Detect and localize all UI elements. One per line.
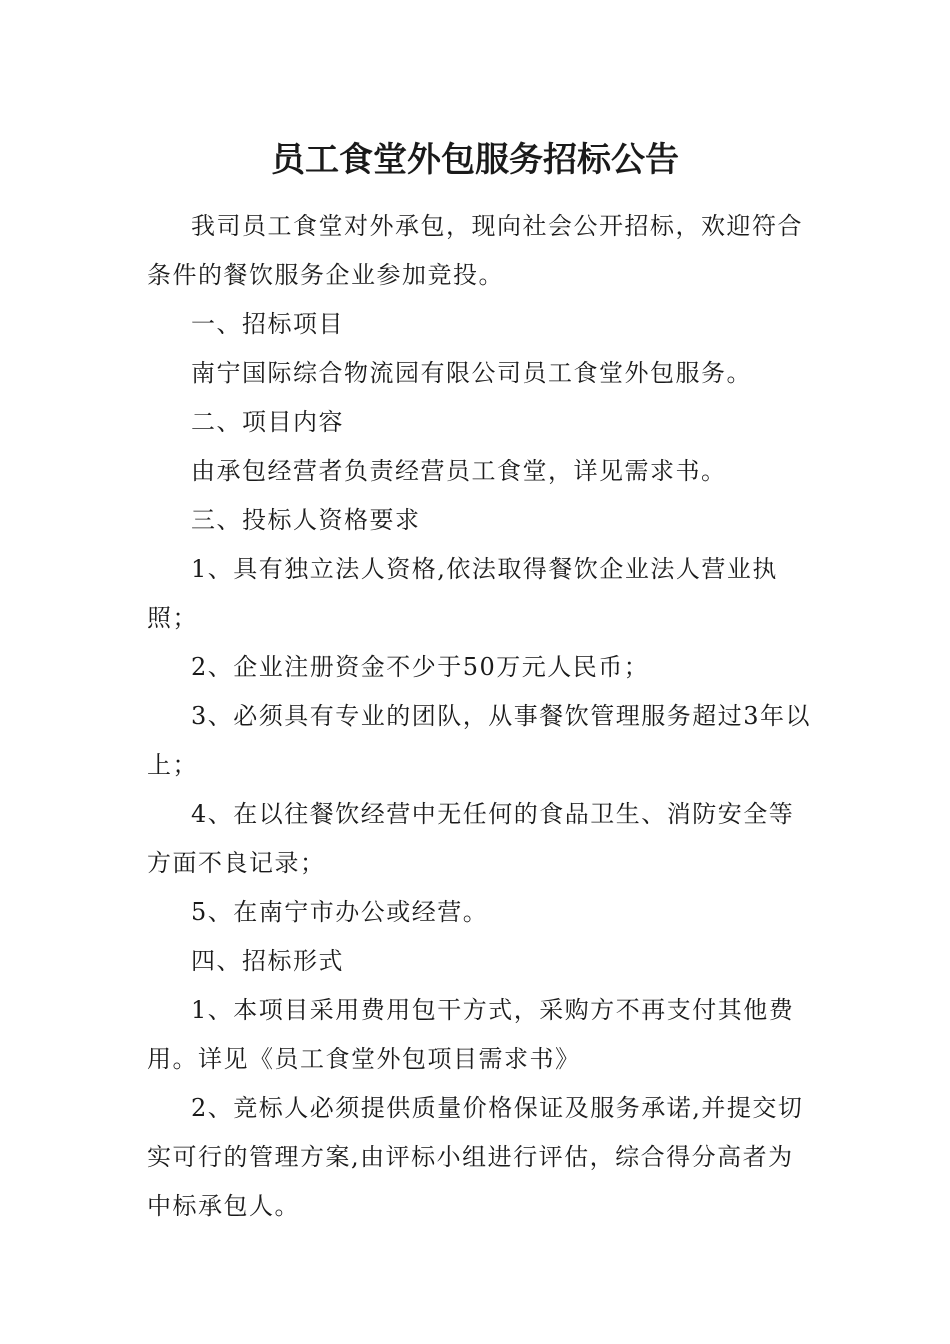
format-item-1: 1、本项目采用费用包干方式，采购方不再支付其他费用。详见《员工食堂外包项目需求书》 bbox=[147, 996, 795, 1073]
format-item-2: 2、竞标人必须提供质量价格保证及服务承诺,并提交切实可行的管理方案,由评标小组进行评估，综合得分高者为中标承包人。 bbox=[147, 1094, 804, 1220]
section-heading-project: 一、招标项目 bbox=[191, 310, 344, 338]
qualification-item-3: 3、必须具有专业的团队，从事餐饮管理服务超过3年以上； bbox=[147, 702, 812, 779]
project-paragraph: 南宁国际综合物流园有限公司员工食堂外包服务。 bbox=[191, 359, 752, 387]
qualification-item-1: 1、具有独立法人资格,依法取得餐饮企业法人营业执照； bbox=[147, 555, 778, 632]
content-paragraph: 由承包经营者负责经营员工食堂，详见需求书。 bbox=[191, 457, 727, 485]
document-body bbox=[147, 202, 815, 1231]
qualification-item-4: 4、在以往餐饮经营中无任何的食品卫生、消防安全等方面不良记录； bbox=[147, 800, 795, 877]
section-heading-format: 四、招标形式 bbox=[191, 947, 344, 975]
qualification-item-5: 5、在南宁市办公或经营。 bbox=[191, 898, 489, 926]
document-title: 员工食堂外包服务招标公告 bbox=[271, 140, 679, 180]
section-heading-content: 二、项目内容 bbox=[191, 408, 344, 436]
qualification-item-2: 2、企业注册资金不少于50万元人民币； bbox=[191, 653, 650, 681]
intro-paragraph: 我司员工食堂对外承包，现向社会公开招标，欢迎符合条件的餐饮服务企业参加竞投。 bbox=[147, 212, 803, 289]
section-heading-qualifications: 三、投标人资格要求 bbox=[191, 506, 421, 534]
